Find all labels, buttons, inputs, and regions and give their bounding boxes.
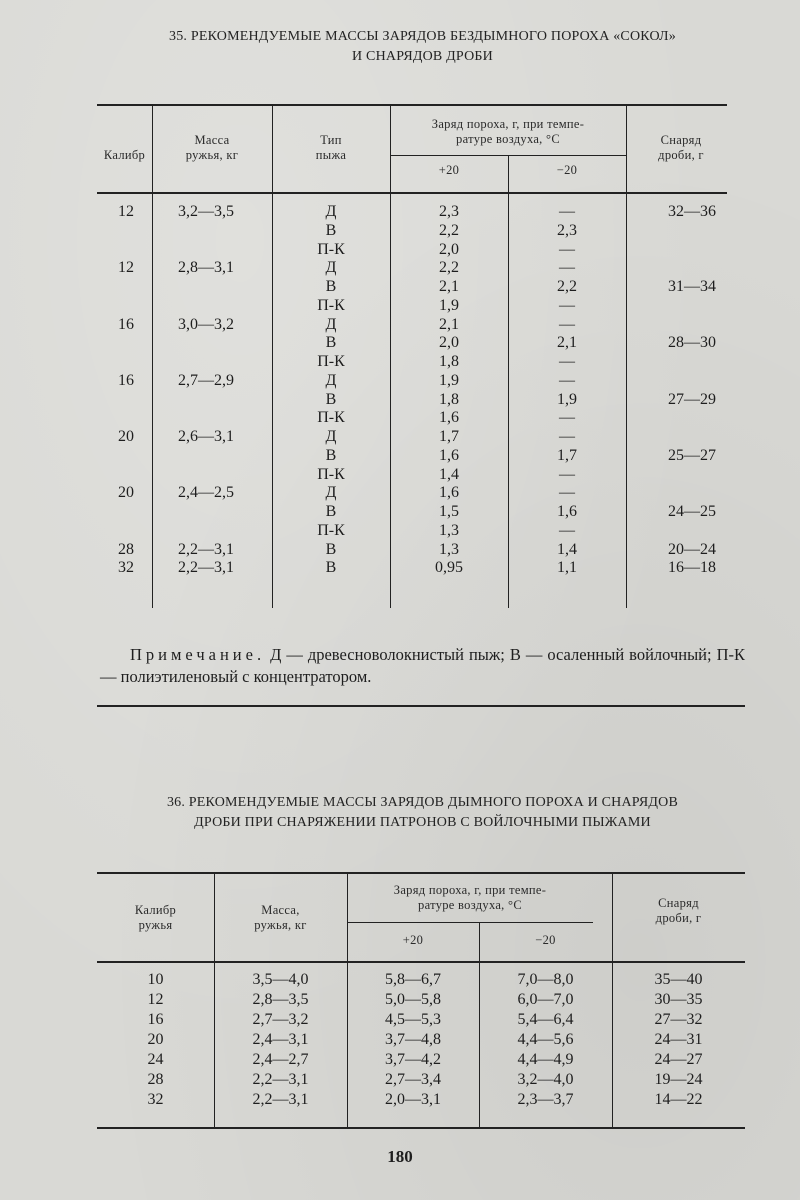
cell-plus20: 1,8 <box>439 353 459 370</box>
cell-plus20: 2,2 <box>439 259 459 277</box>
table-35-header-rule <box>97 192 727 194</box>
table-35-top-rule <box>97 104 727 106</box>
table-36-header-gun-mass <box>214 903 347 933</box>
cell-plus20: 1,4 <box>439 465 459 483</box>
header-text: Масса, <box>261 903 300 917</box>
cell-caliber: 20 <box>118 428 134 445</box>
table-35-header-wad-type <box>272 133 390 163</box>
table-35-header-charge <box>390 117 626 147</box>
cell-caliber: 28 <box>147 1071 164 1088</box>
cell-shot: 28—30 <box>668 334 716 352</box>
cell-wad: П-К <box>317 465 345 483</box>
cell-minus20: — <box>559 315 575 333</box>
cell-wad: П-К <box>317 296 345 314</box>
cell-mass: 2,4—2,7 <box>252 1051 309 1068</box>
cell-minus20: — <box>559 240 575 258</box>
cell-minus20: 2,3 <box>557 221 577 239</box>
cell-minus20: — <box>559 465 575 483</box>
cell-wad: В <box>325 390 337 408</box>
table-36-title-line1: 36. РЕКОМЕНДУЕМЫЕ МАССЫ ЗАРЯДОВ ДЫМНОГО ПОРОХА И СНАРЯДОВ <box>166 795 679 810</box>
cell-plus20: 1,8 <box>439 390 459 408</box>
table-36-header-charge <box>347 883 593 913</box>
table-36-header-caliber <box>97 903 214 933</box>
table-36-header-shot <box>612 896 745 926</box>
cell-caliber: 10 <box>147 971 164 988</box>
cell-plus20: 2,0—3,1 <box>385 1091 441 1108</box>
cell-plus20: 2,7—3,4 <box>385 1071 441 1088</box>
header-text: Калибр <box>134 903 177 917</box>
cell-shot: 25—27 <box>668 446 716 464</box>
cell-caliber: 32 <box>118 559 134 577</box>
cell-shot: 16—18 <box>668 559 716 577</box>
cell-minus20: 6,0—7,0 <box>517 991 574 1008</box>
cell-caliber: 32 <box>147 1091 164 1108</box>
cell-minus20: 1,7 <box>557 446 577 464</box>
cell-wad: Д <box>325 371 337 389</box>
cell-wad: В <box>325 278 337 295</box>
table-36-bottom-rule <box>97 1127 745 1129</box>
cell-minus20: 2,3—3,7 <box>517 1091 574 1108</box>
cell-mass: 2,6—3,1 <box>178 428 234 445</box>
header-text: Масса <box>194 133 230 147</box>
cell-shot: 20—24 <box>668 540 716 558</box>
cell-mass: 2,2—3,1 <box>252 1071 309 1088</box>
cell-plus20: 1,3 <box>439 521 459 539</box>
cell-shot: 24—25 <box>668 503 716 520</box>
header-text: ружья <box>138 918 173 932</box>
cell-mass: 2,2—3,1 <box>178 559 234 577</box>
cell-minus20: — <box>559 203 575 220</box>
cell-minus20: 7,0—8,0 <box>517 971 574 988</box>
cell-plus20: 3,7—4,2 <box>385 1051 441 1068</box>
cell-minus20: 3,2—4,0 <box>517 1071 574 1088</box>
cell-mass: 3,5—4,0 <box>252 971 309 988</box>
cell-wad: Д <box>325 428 337 445</box>
section-divider <box>97 705 745 707</box>
cell-caliber: 20 <box>147 1031 164 1048</box>
table-35-title-line1: 35. РЕКОМЕНДУЕМЫЕ МАССЫ ЗАРЯДОВ БЕЗДЫМНОГО ПОРОХА «СОКОЛ» <box>169 29 676 44</box>
cell-wad: В <box>325 221 337 239</box>
cell-mass: 2,2—3,1 <box>178 540 234 558</box>
cell-wad: В <box>325 540 337 558</box>
cell-wad: П-К <box>317 240 345 258</box>
cell-shot: 14—22 <box>654 1091 703 1108</box>
header-text: дроби, г <box>658 148 704 162</box>
cell-plus20: 2,0 <box>439 334 459 352</box>
cell-plus20: 2,3 <box>439 203 459 220</box>
table-35-header-shot <box>626 133 736 163</box>
cell-mass: 2,2—3,1 <box>252 1091 309 1108</box>
cell-minus20: 1,6 <box>557 503 577 520</box>
cell-wad: П-К <box>317 521 345 539</box>
cell-plus20: 2,2 <box>439 221 459 239</box>
table-36-title-line2: ДРОБИ ПРИ СНАРЯЖЕНИИ ПАТРОНОВ С ВОЙЛОЧНЫМИ ПЫЖАМИ <box>194 815 651 830</box>
cell-plus20: 5,0—5,8 <box>385 991 441 1008</box>
table-36-header-minus20: −20 <box>535 933 556 947</box>
cell-minus20: 1,4 <box>557 540 577 558</box>
header-text: ратуре воздуха, °С <box>456 132 560 146</box>
cell-wad: Д <box>325 203 337 220</box>
cell-shot: 27—29 <box>668 390 716 408</box>
cell-mass: 2,4—2,5 <box>178 484 234 502</box>
cell-plus20: 1,9 <box>439 296 459 314</box>
table-36-top-rule <box>97 872 745 874</box>
header-text: Заряд пороха, г, при темпе- <box>431 117 585 131</box>
cell-plus20: 0,95 <box>435 559 463 577</box>
table-36-subheader-rule <box>347 922 593 923</box>
cell-wad: В <box>325 503 337 520</box>
cell-caliber: 12 <box>118 203 134 220</box>
cell-shot: 31—34 <box>668 278 716 295</box>
cell-wad: В <box>325 334 337 352</box>
header-text: дроби, г <box>655 911 702 925</box>
table-35-col-divider <box>626 104 627 608</box>
table-35-header-plus20: +20 <box>438 163 460 177</box>
cell-minus20: — <box>559 521 575 539</box>
header-text: Снаряд <box>660 133 702 147</box>
header-text: ружья, кг <box>254 918 307 932</box>
cell-mass: 2,8—3,5 <box>252 991 309 1008</box>
cell-minus20: 4,4—5,6 <box>517 1031 574 1048</box>
table-35-title <box>100 27 745 67</box>
table-35-note <box>100 644 745 688</box>
cell-plus20: 1,9 <box>439 371 459 389</box>
cell-plus20: 3,7—4,8 <box>385 1031 441 1048</box>
note-text: Д — древесноволокнистый пыж; В — осаленный войлочный; П-К — полиэтиленовый с концентратором. <box>100 645 746 686</box>
cell-minus20: — <box>559 484 575 502</box>
table-35-header-minus20: −20 <box>556 163 578 177</box>
cell-minus20: — <box>559 296 575 314</box>
cell-plus20: 1,5 <box>439 503 459 520</box>
cell-caliber: 16 <box>118 371 134 389</box>
cell-wad: П-К <box>317 409 345 427</box>
table-35-header-caliber: Калибр <box>103 148 146 162</box>
table-36-title <box>100 793 745 833</box>
cell-mass: 3,0—3,2 <box>178 315 234 333</box>
cell-plus20: 1,6 <box>439 484 459 502</box>
cell-mass: 2,4—3,1 <box>252 1031 309 1048</box>
cell-caliber: 16 <box>147 1011 164 1028</box>
table-35-title-line2: И СНАРЯДОВ ДРОБИ <box>352 49 493 64</box>
cell-wad: Д <box>325 259 337 277</box>
header-text: Тип <box>320 133 342 147</box>
cell-mass: 2,7—2,9 <box>178 371 234 389</box>
cell-caliber: 12 <box>147 991 164 1008</box>
cell-minus20: 2,1 <box>557 334 577 352</box>
table-35-col-divider <box>152 104 153 608</box>
cell-shot: 30—35 <box>654 991 703 1008</box>
cell-plus20: 4,5—5,3 <box>385 1011 441 1028</box>
cell-mass: 3,2—3,5 <box>178 203 234 220</box>
cell-plus20: 1,3 <box>439 540 459 558</box>
cell-caliber: 20 <box>118 484 134 502</box>
cell-shot: 35—40 <box>654 971 703 988</box>
cell-minus20: — <box>559 353 575 370</box>
cell-shot: 19—24 <box>654 1071 703 1088</box>
cell-minus20: 2,2 <box>557 278 577 295</box>
header-text: ружья, кг <box>185 148 239 162</box>
cell-wad: В <box>325 559 337 577</box>
cell-minus20: 1,1 <box>557 559 577 577</box>
cell-caliber: 16 <box>118 315 134 333</box>
cell-plus20: 1,6 <box>439 409 459 427</box>
cell-mass: 2,7—3,2 <box>252 1011 309 1028</box>
cell-minus20: — <box>559 428 575 445</box>
cell-shot: 32—36 <box>668 203 716 220</box>
header-text: Заряд пороха, г, при темпе- <box>393 883 547 897</box>
cell-plus20: 2,1 <box>439 278 459 295</box>
table-36-header-rule <box>97 961 745 963</box>
note-label: Примечание. <box>130 645 266 664</box>
cell-minus20: 1,9 <box>557 390 577 408</box>
cell-minus20: — <box>559 259 575 277</box>
cell-shot: 27—32 <box>654 1011 703 1028</box>
cell-wad: Д <box>325 315 337 333</box>
cell-plus20: 2,0 <box>439 240 459 258</box>
cell-shot: 24—31 <box>654 1031 703 1048</box>
header-text: ратуре воздуха, °С <box>418 898 522 912</box>
cell-plus20: 2,1 <box>439 315 459 333</box>
cell-minus20: — <box>559 371 575 389</box>
table-35-header-gun-mass <box>152 133 272 163</box>
cell-mass: 2,8—3,1 <box>178 259 234 277</box>
cell-plus20: 5,8—6,7 <box>385 971 441 988</box>
cell-plus20: 1,6 <box>439 446 459 464</box>
header-text: пыжа <box>315 148 347 162</box>
header-text: Снаряд <box>658 896 699 910</box>
cell-caliber: 24 <box>147 1051 164 1068</box>
cell-minus20: 4,4—4,9 <box>517 1051 574 1068</box>
table-36-header-plus20: +20 <box>402 933 424 947</box>
cell-plus20: 1,7 <box>439 428 459 445</box>
cell-wad: Д <box>325 484 337 502</box>
page-number: 180 <box>387 1147 413 1166</box>
cell-minus20: 5,4—6,4 <box>517 1011 574 1028</box>
cell-wad: П-К <box>317 353 345 370</box>
cell-caliber: 12 <box>118 259 134 277</box>
cell-shot: 24—27 <box>654 1051 703 1068</box>
cell-minus20: — <box>559 409 575 427</box>
cell-caliber: 28 <box>118 540 134 558</box>
cell-wad: В <box>325 446 337 464</box>
